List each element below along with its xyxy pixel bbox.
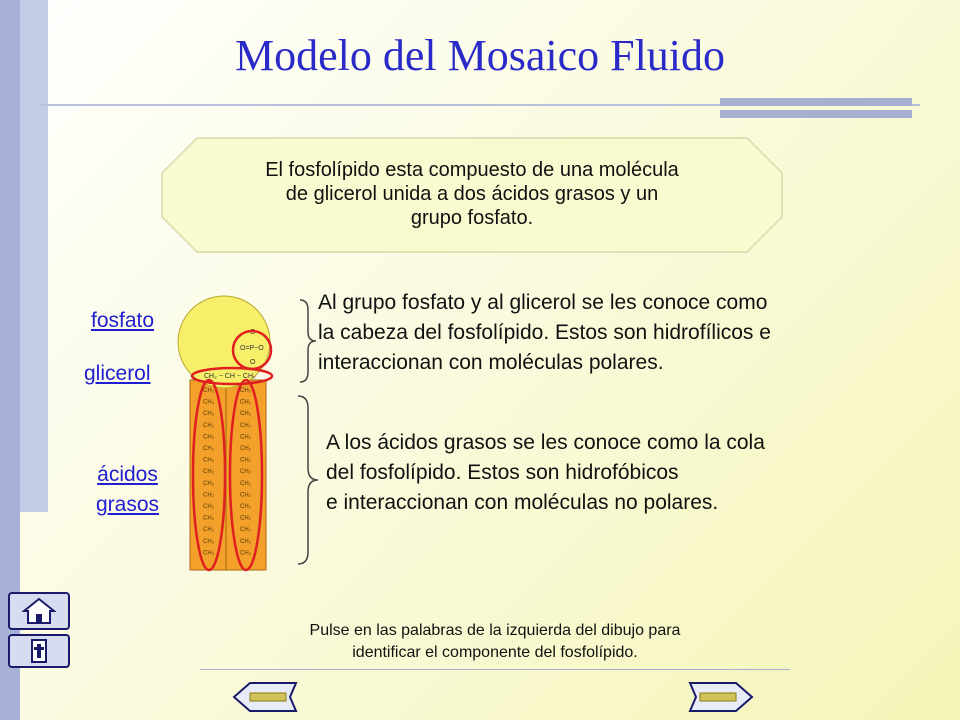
chain-unit-label: CH₂	[240, 422, 251, 429]
callout-line: grupo fosfato.	[410, 207, 534, 229]
page-title: Modelo del Mosaico Fluido	[234, 31, 726, 80]
phospholipid-diagram	[170, 290, 280, 580]
glycerol-label: CH₂ − CH − CH₂	[204, 373, 256, 380]
brace-tail	[290, 392, 320, 568]
chain-unit-label: CH₂	[240, 457, 251, 464]
footer-rule	[200, 669, 790, 670]
chain-unit-label: CH₂	[240, 527, 251, 534]
tail-description	[326, 428, 765, 518]
chain-unit-label: CH₂	[203, 422, 214, 429]
tail-description-line: del fosfolípido. Estos son hidrofóbicos	[326, 461, 679, 484]
chain-unit-label: CH₂	[240, 411, 251, 418]
link-grasos-line: grasos	[96, 493, 160, 516]
chain-unit-label: CH₂	[203, 527, 214, 534]
link-fosfato[interactable]: fosfato	[91, 309, 155, 332]
title-rule-accent-top	[720, 98, 912, 106]
phosphate-mid-label: O=P−O	[240, 345, 264, 352]
head-description-line: la cabeza del fosfolípido. Estos son hidrofílicos e	[318, 321, 771, 344]
chain-left	[203, 388, 215, 556]
chain-right	[240, 388, 252, 556]
chain-unit-label: CH₂	[203, 515, 214, 522]
chain-unit-label: CH₂	[240, 492, 251, 499]
home-button[interactable]	[8, 592, 70, 630]
prev-button[interactable]	[232, 680, 298, 714]
chain-unit-label: CH₂	[203, 411, 214, 418]
chain-unit-label: CH₂	[203, 469, 214, 476]
chain-unit-label: CH₂	[203, 446, 214, 452]
callout-text	[172, 158, 772, 230]
chain-unit-label: CH₂	[203, 388, 214, 394]
chain-unit-label: CH₂	[203, 434, 214, 441]
chain-unit-label: CH₂	[240, 388, 251, 394]
chain-unit-label: CH₂	[203, 504, 214, 510]
chain-unit-label: CH₂	[203, 457, 214, 464]
title-rule-accent-bottom	[720, 110, 912, 118]
footnote-line: Pulse en las palabras de la izquierda del dibujo para	[309, 622, 681, 639]
home-icon	[22, 597, 56, 625]
callout-line: de glicerol unida a dos ácidos grasos y un	[285, 183, 659, 205]
footnote	[200, 620, 790, 664]
chain-unit-label: CH₂	[240, 469, 251, 476]
chain-unit-label: CH₂	[203, 492, 214, 499]
chain-unit-label: CH₂	[240, 504, 251, 510]
chain-unit-label: CH₂	[240, 399, 251, 406]
chain-unit-label: CH₂	[240, 480, 251, 487]
link-glicerol[interactable]: glicerol	[84, 362, 151, 385]
head-description	[318, 288, 771, 378]
chain-unit-label: CH₃	[203, 550, 215, 557]
link-acidos-grasos[interactable]	[96, 460, 159, 520]
arrow-left-icon	[234, 683, 296, 711]
arrow-right-icon	[690, 683, 752, 711]
link-acidos-line: ácidos	[97, 463, 158, 486]
tail-description-line: e interaccionan con moléculas no polares.	[326, 491, 719, 514]
next-button[interactable]	[688, 680, 754, 714]
footnote-line: identificar el componente del fosfolípido.	[352, 644, 638, 661]
chain-unit-label: CH₂	[240, 515, 251, 522]
brace-head	[290, 296, 320, 386]
info-button[interactable]	[8, 634, 70, 668]
chain-unit-label: CH₂	[240, 538, 251, 545]
head-description-line: Al grupo fosfato y al glicerol se les conoce como	[318, 291, 768, 314]
head-description-line: interaccionan con moléculas polares.	[318, 351, 664, 374]
chain-unit-label: CH₂	[240, 434, 251, 441]
phosphate-top-label: O	[250, 329, 256, 336]
chain-unit-label: CH₂	[240, 446, 251, 452]
chain-unit-label: CH₂	[203, 538, 214, 545]
chain-unit-label: CH₂	[203, 399, 214, 406]
chain-unit-label: CH₂	[203, 480, 214, 487]
chain-unit-label: CH₃	[240, 550, 252, 557]
tail-description-line: A los ácidos grasos se les conoce como la cola	[326, 431, 765, 454]
phosphate-bottom-label: O	[250, 359, 256, 366]
callout-line: El fosfolípido esta compuesto de una molécula	[265, 159, 679, 181]
info-icon	[22, 638, 56, 664]
